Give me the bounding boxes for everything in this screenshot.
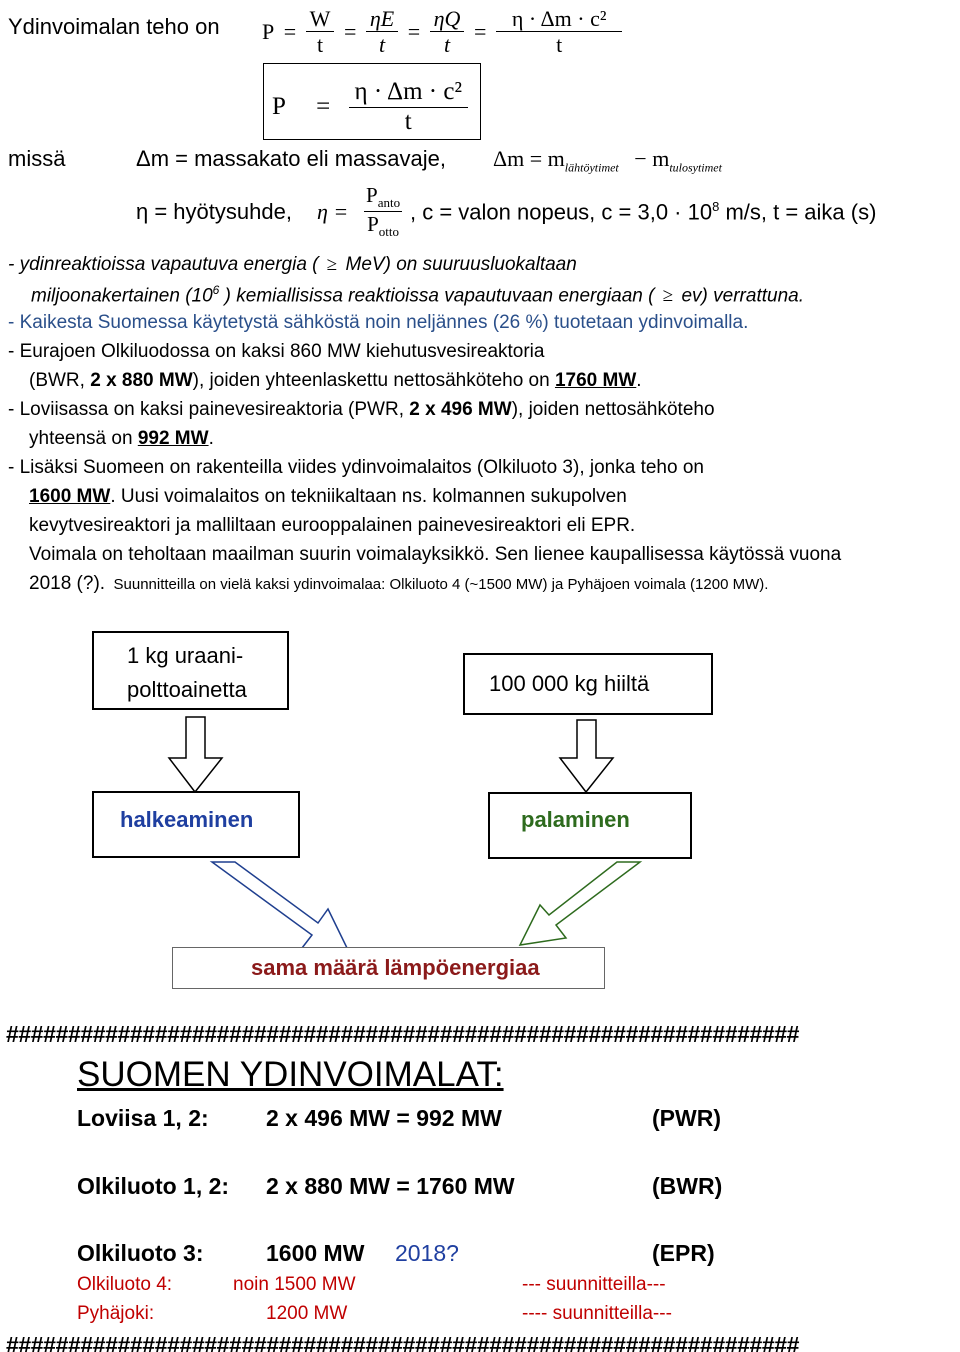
formula-eq: = — [343, 18, 357, 44]
b4-bold: 2 x 496 MW — [409, 399, 512, 420]
b1-text: ev) verrattuna. — [681, 285, 804, 307]
plant-row-name: Olkiluoto 3: — [77, 1240, 204, 1266]
intro-text: Ydinvoimalan teho on — [8, 14, 220, 39]
mass-defect-text: Δm = massakato eli massavaje, — [136, 146, 446, 171]
b5-year: 2018 (?). — [29, 573, 106, 594]
bullet-share: - Kaikesta Suomessa käytetystä sähköstä noin neljännes (26 %) tuotetaan ydinvoimalla. — [8, 312, 749, 333]
uranium-label-l1: 1 kg uraani- — [127, 643, 244, 668]
frac-den: t — [443, 32, 451, 58]
bullet-ol3-l4: Voimala on teholtaan maailman suurin voimalayksikkö. Sen lienee kaupallisessa käytössä vuona — [29, 544, 842, 565]
coal-label: 100 000 kg hiiltä — [489, 671, 650, 696]
b3-text: . — [636, 370, 642, 391]
diagonal-arrow-right — [520, 862, 640, 945]
plant-row-type: (PWR) — [652, 1105, 721, 1131]
plant-row-name: Olkiluoto 1, 2: — [77, 1173, 230, 1199]
frac-den: t — [556, 32, 563, 58]
planned-power: noin 1500 MW — [233, 1274, 356, 1295]
b4-text: - Loviisassa on kaksi painevesireaktoria (PWR, — [8, 399, 410, 420]
c-exponent: 8 — [712, 199, 720, 214]
b4-text: . — [208, 428, 214, 449]
formula-p: P — [262, 18, 275, 44]
formula-eq: = — [283, 18, 297, 44]
plant-row-name: Loviisa 1, 2: — [77, 1105, 209, 1131]
plant-row-power: 2 x 496 MW = 992 MW — [266, 1105, 502, 1131]
p-anto: P — [366, 183, 378, 207]
b1-exponent: 6 — [212, 283, 220, 297]
box-p: P — [272, 93, 286, 121]
p-otto: P — [367, 212, 379, 237]
planned-status: ---- suunnitteilla--- — [522, 1303, 672, 1324]
down-arrow-left — [169, 717, 222, 792]
planned-status: --- suunnitteilla--- — [522, 1274, 666, 1295]
b1-text: - ydinreaktioissa vapautuva energia ( — [8, 254, 319, 275]
result-box — [172, 947, 605, 989]
dm-sub1: lähtöytimet — [564, 160, 619, 175]
c-value: , c = valon nopeus, c = 3,0 · 10 — [410, 199, 713, 225]
result-label: sama määrä lämpöenergiaa — [251, 955, 540, 980]
plant-row-power: 1600 MW — [266, 1240, 365, 1266]
b3-total: 1760 MW — [554, 370, 637, 391]
b4-text: yhteensä on — [29, 428, 138, 449]
b1-text: ) kemiallisissa reaktioissa vapautuvaan energiaan ( — [224, 285, 655, 307]
diagonal-arrow-left — [212, 862, 348, 950]
plant-row-type: (EPR) — [652, 1240, 715, 1266]
formula-eq: = — [473, 18, 487, 44]
frac-num: W — [306, 6, 335, 32]
b3-bold: 2 x 880 MW — [90, 370, 193, 391]
formula-eq: = — [407, 18, 421, 44]
planned-name: Olkiluoto 4: — [77, 1274, 173, 1295]
planned-name: Pyhäjoki: — [77, 1303, 155, 1324]
plants-heading: SUOMEN YDINVOIMALAT: — [77, 1055, 504, 1094]
uranium-label-l2: polttoainetta — [127, 677, 247, 702]
plant-row-year: 2018? — [395, 1240, 459, 1266]
c-rest: m/s, t = aika (s) — [725, 199, 877, 225]
burning-label: palaminen — [521, 807, 630, 832]
b3-text: (BWR, — [29, 370, 91, 391]
b1-text: MeV) on suuruusluokaltaan — [345, 254, 577, 275]
frac-num: ηE — [366, 6, 398, 32]
b5-planned: Suunnitteilla on vielä kaksi ydinvoimalaa: Olkiluoto 4 (~1500 MW) ja Pyhäjoen voimala (1200 MW). — [113, 576, 769, 593]
b3-text: ), joiden yhteenlaskettu nettosähköteho on — [192, 370, 555, 391]
plant-row-power: 2 x 880 MW = 1760 MW — [266, 1173, 515, 1199]
dm-minus: − m — [634, 146, 670, 171]
dm-sub2: tulosytimet — [669, 160, 722, 175]
b1-text: miljoonakertainen (10 — [31, 285, 213, 307]
geq-symbol: ≥ — [662, 285, 674, 307]
b5-power: 1600 MW — [29, 486, 111, 507]
bullet-ol3-l1: - Lisäksi Suomeen on rakenteilla viides ydinvoimalaitos (Olkiluoto 3), jonka teho on — [8, 457, 704, 478]
separator-bottom: ################################################################ — [6, 1332, 800, 1352]
box-eq: = — [316, 93, 331, 121]
geq-symbol: ≥ — [326, 254, 338, 275]
fission-label: halkeaminen — [120, 807, 254, 832]
down-arrow-right — [560, 720, 613, 792]
plant-row-type: (BWR) — [652, 1173, 723, 1199]
eta-text: η = hyötysuhde, — [136, 199, 292, 224]
eta-symbol: η = — [317, 199, 349, 224]
fission-box — [92, 791, 300, 858]
dm-lhs: Δm = m — [493, 146, 565, 171]
frac-den: t — [404, 107, 412, 135]
frac-den: t — [378, 32, 386, 58]
b4-total: 992 MW — [137, 428, 209, 449]
frac-den: t — [316, 32, 324, 58]
frac-num: η · Δm · c² — [496, 6, 623, 32]
separator-top: ################################################################ — [6, 1021, 800, 1047]
bullet-olkiluoto-l1: - Eurajoen Olkiluodossa on kaksi 860 MW kiehutusvesireaktoria — [8, 341, 545, 362]
burning-box — [488, 792, 692, 859]
missa-label: missä — [8, 146, 66, 171]
bullet-ol3-l3: kevytvesireaktori ja malliltaan eurooppalainen painevesireaktori eli EPR. — [29, 515, 636, 536]
b4-text: ), joiden nettosähköteho — [511, 399, 715, 420]
frac-num: ηQ — [430, 6, 465, 32]
frac-num: η · Δm · c² — [349, 78, 468, 108]
b5-text: . Uusi voimalaitos on tekniikaltaan ns. kolmannen sukupolven — [110, 486, 627, 507]
anto-sub: anto — [377, 195, 401, 211]
planned-power: 1200 MW — [266, 1303, 348, 1324]
otto-sub: otto — [378, 224, 399, 240]
